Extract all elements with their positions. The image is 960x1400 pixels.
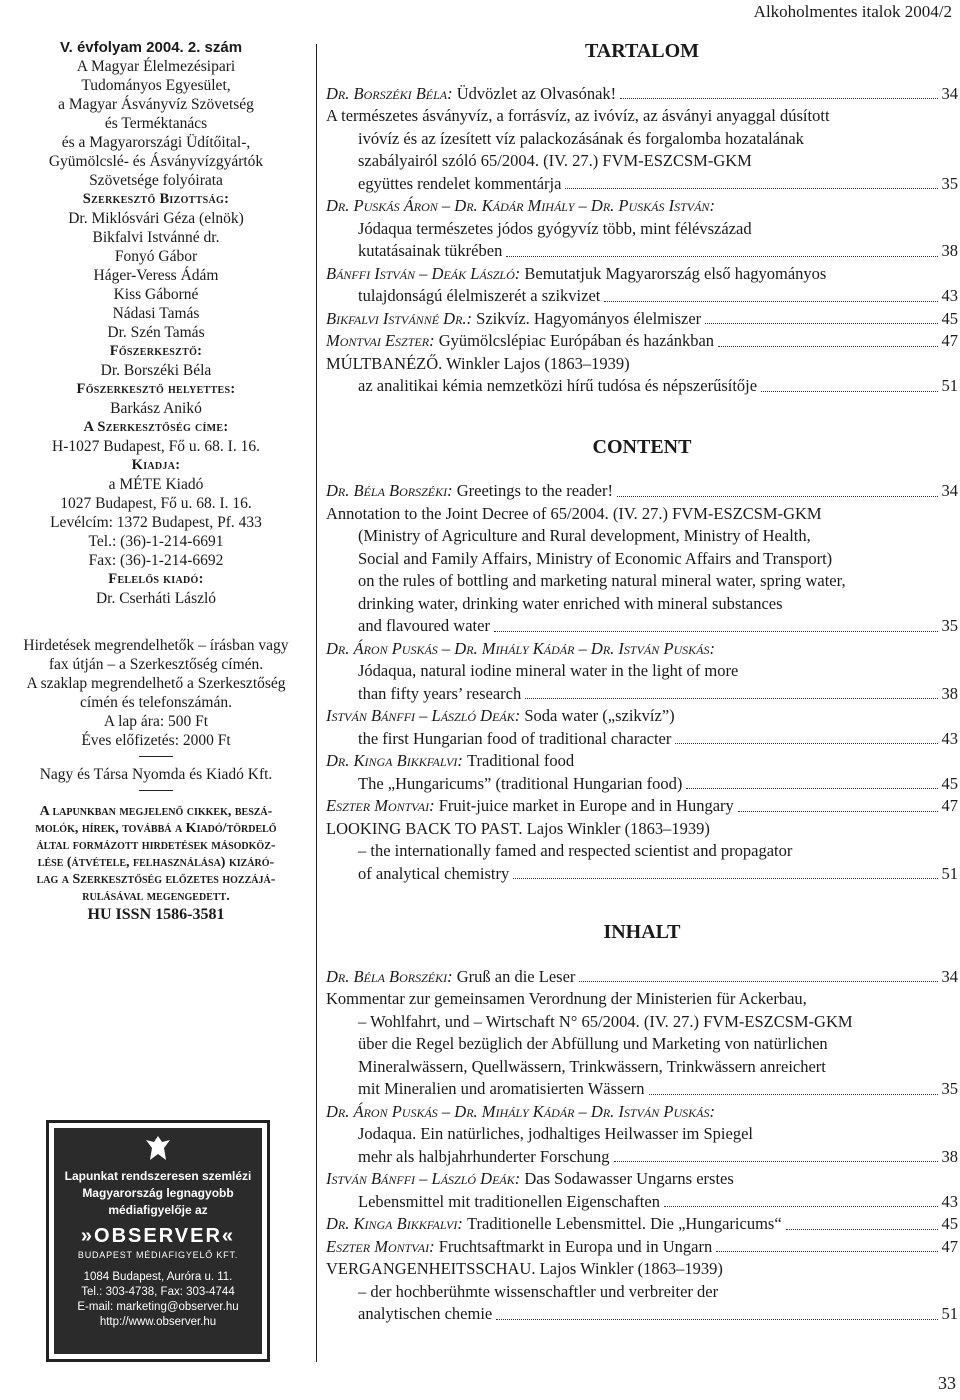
publishers-block (0, 57, 312, 190)
toc-heading-tartalom: TARTALOM (584, 40, 700, 62)
issn: HU ISSN 1586-3581 (87, 906, 225, 923)
toc-author: Dr. Béla Borszéki: (326, 481, 453, 500)
column-divider (316, 44, 317, 1362)
toc-title: the first Hungarian food of traditional character (358, 728, 672, 748)
toc-title: ivóvíz és az ízesített víz palackozásának és forgalomba hozatalának (358, 128, 804, 148)
toc-entry[interactable] (326, 818, 958, 886)
divider (139, 756, 173, 757)
dot-leader (565, 173, 937, 190)
toc-title: – Wohlfahrt, und – Wirtschaft N° 65/2004. (IV. 27.) FVM-ESZCSM-GKM (358, 1011, 853, 1031)
toc-title: drinking water, drinking water enriched with mineral substances (358, 593, 783, 613)
ads-info-line: fax útján – a Szerkesztőség címén. (48, 656, 264, 673)
ads-info-line: Hirdetések megrendelhetők – írásban vagy (23, 637, 289, 654)
toc-entry[interactable] (326, 195, 958, 263)
address: H-1027 Budapest, Fő u. 68. I. 16. (52, 438, 260, 455)
toc-title: LOOKING BACK TO PAST. Lajos Winkler (1863–1939) (326, 818, 710, 838)
toc-entry-line (326, 705, 958, 728)
masthead-column (0, 38, 312, 924)
notice-line: rulásával megengedett. (82, 889, 230, 904)
toc-entry-line (326, 128, 958, 151)
toc-entry-line (326, 83, 958, 106)
publisher-line: Tudományos Egyesület, (81, 77, 231, 94)
publisher-line: és a Magyarországi Üdítőital-, (61, 134, 251, 151)
dot-leader (705, 308, 937, 325)
toc-title: of analytical chemistry (358, 863, 510, 883)
publisher-label: Kiadja: (131, 457, 181, 473)
publisher-line: Szövetsége folyóirata (89, 172, 223, 189)
toc-title: (Ministry of Agriculture and Rural development, Ministry of Health, (358, 526, 811, 545)
toc-entry[interactable] (326, 705, 958, 750)
toc-entry-line (326, 1056, 958, 1079)
publisher-line: a Magyar Ásványvíz Szövetség (58, 96, 254, 113)
toc-title: Social and Family Affairs, Ministry of Economic Affairs and Transport) (358, 548, 833, 568)
toc-title: MÚLTBANÉZŐ. Winkler Lajos (1863–1939) (326, 353, 630, 373)
toc-author: Dr. Áron Puskás – Dr. Mihály Kádár – Dr. István Puskás: (326, 1101, 715, 1121)
toc-entry-line (326, 988, 958, 1011)
toc-entry-line (326, 1191, 958, 1214)
toc-entry-line (326, 375, 958, 398)
toc-entry-line (326, 728, 958, 751)
toc-heading-content: CONTENT (592, 435, 692, 458)
toc-entry-line (326, 150, 958, 173)
toc-author: Eszter Montvai: (326, 796, 435, 815)
deputy-name: Barkász Anikó (110, 400, 202, 417)
toc-entry-line (326, 105, 958, 128)
publisher-detail: Levélcím: 1372 Budapest, Pf. 433 (50, 514, 262, 531)
toc-title: mehr als halbjahrhunderter Forschung (358, 1146, 610, 1166)
toc-title: Gyümölcslépiac Európában és hazánkban (438, 331, 715, 350)
ad-contact-line: 1084 Budapest, Auróra u. 11. (83, 1271, 233, 1283)
ads-info-line: címén és telefonszámán. (80, 694, 232, 711)
toc-entry-line (326, 263, 958, 286)
toc-entry-line (326, 863, 958, 886)
toc-title: than fifty years’ research (358, 683, 522, 703)
ads-info-line: A lap ára: 500 Ft (103, 713, 209, 730)
toc-page-number: 34 (941, 83, 958, 103)
dot-leader (494, 615, 938, 632)
dot-leader (617, 480, 938, 497)
toc-title: Soda water („szikvíz”) (524, 706, 675, 725)
board-member: Fonyó Gábor (114, 248, 198, 265)
toc-title: analytischen chemie (358, 1304, 493, 1323)
toc-title: Annotation to the Joint Decree of 65/2004. (IV. 27.) FVM-ESZCSM-GKM (326, 503, 822, 523)
toc-entry[interactable] (326, 795, 958, 818)
toc-entry[interactable] (326, 105, 958, 195)
toc-page-number: 47 (941, 331, 958, 350)
copyright-notice (0, 803, 312, 905)
toc-entry-line (326, 173, 958, 196)
toc-author: Bánffi István – Deák László: (326, 263, 521, 283)
responsible-name: Dr. Cserháti László (95, 590, 217, 607)
ads-info-line: A szaklap megrendelhető a Szerkesztőség (26, 675, 286, 692)
toc-entry-line (326, 480, 958, 503)
toc-entry-line (326, 1258, 958, 1281)
dot-leader (786, 1213, 938, 1230)
ad-contact-line: Tel.: 303-4738, Fax: 303-4744 (81, 1286, 235, 1298)
toc-page-number: 34 (941, 966, 958, 986)
toc-title: – der hochberühmte wissenschaftler und verbreiter der (358, 1281, 719, 1301)
toc-entry[interactable] (326, 1236, 958, 1259)
toc-title: szabályairól szóló 65/2004. (IV. 27.) FVM-ESZCSM-GKM (358, 151, 752, 170)
toc-entry[interactable] (326, 308, 958, 331)
publisher-line: Gyümölcslé- és Ásványvízgyártók (48, 153, 264, 170)
toc-entry[interactable] (326, 1213, 958, 1236)
toc-title: együttes rendelet kommentárja (358, 173, 562, 193)
toc-title: Traditionelle Lebensmittel. Die „Hungaricums“ (467, 1214, 782, 1233)
toc-entry-line (326, 285, 958, 308)
publisher-detail: Tel.: (36)-1-214-6691 (88, 533, 224, 550)
toc-entry[interactable] (326, 1101, 958, 1169)
toc-page-number: 43 (941, 1191, 958, 1211)
ad-brand: »OBSERVER« (80, 1225, 236, 1247)
toc-title: Gruß an die Leser (456, 966, 576, 986)
publisher-line: és Terméktanács (104, 115, 208, 132)
issue-info: V. évfolyam 2004. 2. szám (60, 39, 243, 56)
notice-line: molók, hírek, továbbá a Kiadó/tördelő (35, 821, 277, 836)
toc-entry[interactable] (326, 1168, 958, 1213)
toc-page-number: 35 (941, 616, 958, 635)
ads-info-line: Éves előfizetés: 2000 Ft (81, 732, 231, 749)
toc-title: Bemutatjuk Magyarország első hagyományos (524, 263, 827, 283)
toc-page-number: 47 (941, 1236, 958, 1256)
toc-entry-line (326, 240, 958, 263)
toc-author: István Bánffi – László Deák: (326, 1169, 521, 1188)
dot-leader (686, 773, 937, 790)
dot-leader (738, 795, 938, 812)
toc-entry-line (326, 1123, 958, 1146)
toc-entry-line (326, 683, 958, 706)
toc-author: Dr. Béla Borszéki: (326, 966, 453, 986)
toc-author: István Bánffi – László Deák: (326, 706, 521, 725)
toc-page-number: 43 (941, 728, 958, 748)
toc-title: Jódaqua, natural iodine mineral water in the light of more (358, 661, 739, 680)
toc-page-number: 45 (941, 1214, 958, 1233)
toc-page-number: 51 (941, 376, 958, 395)
notice-line: lése (átvétele, felhasználása) kizáró- (37, 855, 275, 870)
notice-line: által formázott hirdetések másodköz- (36, 838, 276, 853)
toc-page-number: 38 (941, 1146, 958, 1166)
toc-title: The „Hungaricums” (traditional Hungarian food) (358, 773, 683, 793)
dot-leader (718, 330, 937, 347)
toc-title: mit Mineralien und aromatisierten Wässern (358, 1079, 645, 1098)
toc-entry[interactable] (326, 966, 958, 989)
board-label: Szerkesztő Bizottság: (82, 191, 230, 207)
toc-entry-line (326, 195, 958, 218)
responsible-label: Felelős kiadó: (108, 571, 204, 587)
toc-entry-line (326, 593, 958, 616)
publisher-detail: Fax: (36)-1-214-6692 (88, 552, 224, 569)
toc-page-number: 45 (941, 773, 958, 793)
dot-leader (579, 966, 937, 983)
toc-entry[interactable] (326, 503, 958, 638)
toc-entry-line (326, 1213, 958, 1236)
toc-entry-line (326, 330, 958, 353)
toc-author: Dr. Puskás Áron – Dr. Kádár Mihály – Dr. Puskás István: (326, 196, 715, 215)
board-member: Dr. Szén Tamás (107, 324, 205, 341)
board-member: Háger-Veress Ádám (93, 267, 219, 284)
toc-page-number: 35 (941, 1079, 958, 1098)
toc-author: Dr. Borszéki Béla: (326, 83, 453, 103)
toc-entry-line (326, 638, 958, 661)
toc-title: Üdvözlet az Olvasónak! (456, 83, 617, 103)
toc-page-number: 45 (941, 308, 958, 328)
toc-title: Fruchtsaftmarkt in Europa und in Ungarn (438, 1236, 713, 1256)
toc-entry-line (326, 1303, 958, 1326)
toc-entry-line (326, 1078, 958, 1101)
toc-title: Jódaqua természetes jódos gyógyvíz több, mint félévszázad (358, 218, 752, 238)
toc-author: Eszter Montvai: (326, 1236, 435, 1256)
toc-entry[interactable] (326, 1258, 958, 1326)
toc-entry-line (326, 750, 958, 773)
toc-entry-line (326, 503, 958, 526)
deputy-label: Főszerkesztő helyettes: (76, 381, 236, 397)
toc-entry-line (326, 773, 958, 796)
dot-leader (496, 1303, 937, 1320)
ad-subtitle: BUDAPEST MÉDIAFIGYELŐ KFT. (77, 1250, 239, 1260)
toc-title: Greetings to the reader! (456, 481, 613, 500)
eagle-icon (144, 1134, 172, 1164)
table-of-contents (326, 40, 958, 1326)
page-number: 33 (938, 1373, 956, 1393)
publisher-line: A Magyar Élelmezésipari (76, 58, 236, 75)
toc-page-number: 34 (941, 481, 958, 500)
board-member: Nádasi Tamás (112, 305, 200, 322)
toc-title: Kommentar zur gemeinsamen Verordnung der Ministerien für Ackerbau, (326, 989, 807, 1008)
toc-entry-line (326, 660, 958, 683)
toc-entry[interactable] (326, 480, 958, 503)
toc-title: A természetes ásványvíz, a forrásvíz, az ivóvíz, az ásványi anyaggal dúsított (326, 106, 830, 125)
ad-contact (54, 1270, 262, 1330)
dot-leader (604, 285, 937, 302)
toc-entry-line (326, 1033, 958, 1056)
toc-entry-line (326, 218, 958, 241)
ad-contact-line: http://www.observer.hu (99, 1316, 217, 1328)
ad-intro (54, 1168, 262, 1219)
printer: Nagy és Társa Nyomda és Kiadó Kft. (39, 766, 273, 783)
toc-entry-line (326, 308, 958, 331)
toc-title: kutatásainak tükrében (358, 241, 503, 260)
toc-title: Traditional food (467, 751, 575, 770)
toc-entry-line (326, 1168, 958, 1191)
toc-title: on the rules of bottling and marketing natural mineral water, spring water, (358, 571, 846, 590)
toc-entry-line (326, 615, 958, 638)
ad-intro-line: Magyarország legnagyobb (82, 1186, 234, 1200)
dot-leader (664, 1191, 938, 1208)
dot-leader (649, 1078, 938, 1095)
dot-leader (525, 683, 937, 700)
toc-entry-line (326, 570, 958, 593)
toc-page-number: 51 (941, 1304, 958, 1323)
toc-entry[interactable] (326, 750, 958, 795)
toc-entry-line (326, 525, 958, 548)
ad-intro-line: médiafigyelője az (108, 1203, 208, 1217)
notice-line: A lapunkban megjelenő cikkek, beszá- (39, 804, 273, 819)
toc-entry-line (326, 1101, 958, 1124)
toc-entry-line (326, 818, 958, 841)
dot-leader (614, 1146, 938, 1163)
editor-label: Főszerkesztő: (109, 343, 203, 359)
toc-entry[interactable] (326, 353, 958, 398)
toc-title: – the internationally famed and respected scientist and propagator (358, 841, 793, 860)
toc-page-number: 47 (941, 796, 958, 815)
notice-line: lag a Szerkesztőség előzetes hozzájá- (36, 872, 276, 887)
toc-heading-inhalt: INHALT (603, 921, 681, 943)
toc-title: Mineralwässern, Quellwässern, Trinkwässern, Trinkwässern anreichert (358, 1056, 826, 1076)
toc-entry-line (326, 1146, 958, 1169)
toc-entry-line (326, 548, 958, 571)
editor-name: Dr. Borszéki Béla (100, 362, 212, 379)
toc-author: Montvai Eszter: (326, 331, 435, 350)
dot-leader (506, 240, 937, 257)
toc-title: VERGANGENHEITSSCHAU. Lajos Winkler (1863–1939) (326, 1259, 723, 1278)
dot-leader (620, 83, 937, 100)
toc-title: Jodaqua. Ein natürliches, jodhaltiges Heilwasser im Spiegel (358, 1124, 753, 1143)
toc-entry[interactable] (326, 83, 958, 106)
toc-author: Dr. Áron Puskás – Dr. Mihály Kádár – Dr. István Puskás: (326, 638, 715, 658)
ads-info (0, 636, 312, 750)
board-member: Bikfalvi Istvánné dr. (92, 229, 220, 246)
toc-title: Fruit-juice market in Europe and in Hungary (438, 796, 734, 815)
toc-title: az analitikai kémia nemzetközi hírű tudósa és népszerűsítője (358, 376, 758, 395)
ad-intro-line: Lapunkat rendszeresen szemlézi (64, 1169, 252, 1183)
toc-author: Dr. Kinga Bikkfalvi: (326, 751, 463, 770)
toc-title: Das Sodawasser Ungarns erstes (524, 1169, 734, 1188)
toc-title: and flavoured water (358, 616, 490, 635)
toc-entry-line (326, 966, 958, 989)
toc-page-number: 38 (941, 241, 958, 260)
observer-advertisement (46, 1120, 270, 1362)
toc-author: Dr. Kinga Bikkfalvi: (326, 1214, 463, 1233)
running-header: Alkoholmentes italok 2004/2 (753, 2, 952, 21)
publisher-detail: 1027 Budapest, Fő u. 68. I. 16. (60, 495, 252, 512)
ad-contact-line: E-mail: marketing@observer.hu (77, 1301, 239, 1313)
toc-author: Bikfalvi Istvánné Dr.: (326, 308, 473, 328)
dot-leader (716, 1236, 937, 1253)
toc-entry-line (326, 353, 958, 376)
toc-title: Lebensmittel mit traditionellen Eigenschaften (358, 1191, 660, 1211)
toc-entry[interactable] (326, 988, 958, 1101)
toc-page-number: 35 (941, 173, 958, 193)
board-member: Dr. Miklósvári Géza (elnök) (68, 210, 244, 227)
toc-page-number: 38 (941, 683, 958, 703)
divider (139, 790, 173, 791)
toc-entry[interactable] (326, 330, 958, 353)
toc-page-number: 51 (941, 863, 958, 883)
toc-entry-line (326, 795, 958, 818)
board-member: Kiss Gáborné (113, 286, 199, 303)
toc-entry-line (326, 840, 958, 863)
ad-panel (54, 1128, 262, 1354)
publisher-detail: a MÉTE Kiadó (108, 476, 204, 493)
dot-leader (675, 728, 937, 745)
toc-title: über die Regel bezüglich der Abfüllung und Marketing von natürlichen (358, 1034, 828, 1053)
toc-title: tulajdonságú élelmiszerét a szikvizet (358, 286, 601, 305)
dot-leader (513, 863, 937, 880)
dot-leader (761, 375, 937, 392)
toc-entry[interactable] (326, 638, 958, 706)
toc-title: Szikvíz. Hagyományos élelmiszer (476, 308, 702, 328)
toc-entry-line (326, 1281, 958, 1304)
toc-entry-line (326, 1236, 958, 1259)
toc-page-number: 43 (941, 286, 958, 305)
toc-entry-line (326, 1011, 958, 1034)
toc-entry[interactable] (326, 263, 958, 308)
address-label: A Szerkesztőség címe: (83, 419, 229, 435)
